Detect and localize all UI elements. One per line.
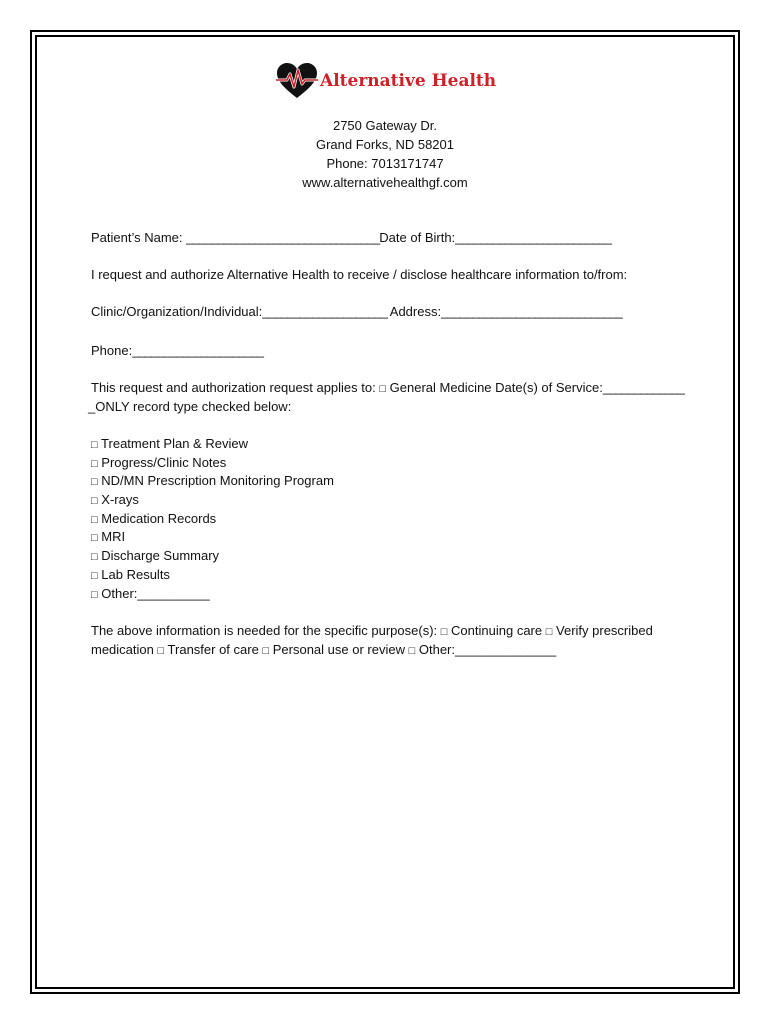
logo bbox=[276, 62, 496, 100]
purpose-row-1 bbox=[91, 621, 653, 642]
purpose-continuing: Continuing care bbox=[451, 623, 543, 638]
record-label: Discharge Summary bbox=[101, 548, 220, 563]
record-checkbox[interactable]: □ bbox=[91, 514, 98, 526]
record-label: Other:__________ bbox=[101, 586, 210, 601]
record-checkbox[interactable]: □ bbox=[91, 589, 98, 601]
address-label: Address: bbox=[389, 304, 442, 319]
record-checkbox[interactable]: □ bbox=[91, 476, 98, 488]
record-type-item bbox=[91, 565, 170, 586]
purpose-checkbox[interactable]: □ bbox=[157, 645, 165, 657]
purpose-checkbox[interactable]: □ bbox=[408, 645, 416, 657]
authorize-statement: I request and authorize Alternative Health to receive / disclose healthcare information to/from: bbox=[91, 267, 628, 282]
address-field[interactable]: _____________________________ bbox=[441, 304, 622, 319]
record-type-item bbox=[91, 584, 210, 605]
purpose-row-2 bbox=[91, 640, 556, 661]
purpose-checkbox[interactable]: □ bbox=[262, 645, 270, 657]
record-label: Lab Results bbox=[101, 567, 170, 582]
clinic-row bbox=[91, 302, 622, 321]
record-checkbox[interactable]: □ bbox=[91, 551, 98, 563]
clinic-field[interactable]: ____________________ bbox=[262, 304, 387, 319]
purpose-verify: Verify prescribed bbox=[556, 623, 653, 638]
dates-label: Date(s) of Service: bbox=[495, 380, 603, 395]
record-checkbox[interactable]: □ bbox=[91, 570, 98, 582]
street-address: 2750 Gateway Dr. bbox=[332, 118, 438, 133]
only-row bbox=[88, 397, 291, 416]
record-checkbox[interactable]: □ bbox=[91, 532, 98, 544]
clinic-phone: Phone: 7013171747 bbox=[326, 156, 444, 171]
patient-name-field[interactable]: _______________________________ bbox=[186, 230, 380, 245]
clinic-website: www.alternativehealthgf.com bbox=[302, 175, 468, 190]
phone-row bbox=[91, 341, 263, 360]
record-type-item bbox=[91, 434, 248, 455]
dates-field[interactable]: _____________ bbox=[602, 380, 684, 395]
record-label: Medication Records bbox=[101, 511, 217, 526]
patient-info-row bbox=[91, 228, 611, 247]
record-type-item bbox=[91, 471, 334, 492]
phone-label: Phone: bbox=[91, 343, 133, 358]
logo-text: Alternative Health bbox=[320, 71, 497, 91]
phone-field[interactable]: _____________________ bbox=[132, 343, 264, 358]
dob-label: Date of Birth: bbox=[379, 230, 456, 245]
record-label: Treatment Plan & Review bbox=[101, 436, 248, 451]
record-label: Progress/Clinic Notes bbox=[101, 455, 227, 470]
purpose-checkbox[interactable]: □ bbox=[545, 626, 553, 638]
record-checkbox[interactable]: □ bbox=[91, 495, 98, 507]
general-medicine-label: General Medicine bbox=[389, 380, 492, 395]
clinic-address-block bbox=[0, 116, 770, 192]
purpose-personal: Personal use or review bbox=[272, 642, 405, 657]
applies-row bbox=[91, 378, 684, 399]
only-underscore: _ bbox=[88, 399, 96, 414]
applies-text: This request and authorization request applies to: bbox=[91, 380, 376, 395]
record-label: MRI bbox=[101, 529, 126, 544]
city-state-zip: Grand Forks, ND 58201 bbox=[315, 137, 454, 152]
dob-field[interactable]: _________________________ bbox=[455, 230, 611, 245]
record-label: X-rays bbox=[101, 492, 139, 507]
record-label: ND/MN Prescription Monitoring Program bbox=[101, 473, 334, 488]
purpose-intro: The above information is needed for the specific purpose(s): bbox=[91, 623, 438, 638]
general-medicine-checkbox[interactable]: □ bbox=[379, 383, 387, 395]
clinic-label: Clinic/Organization/Individual: bbox=[91, 304, 263, 319]
only-text: ONLY record type checked below: bbox=[95, 399, 292, 414]
record-type-item bbox=[91, 490, 139, 511]
patient-name-label: Patient’s Name: bbox=[91, 230, 183, 245]
record-type-item bbox=[91, 527, 125, 548]
heart-pulse-icon bbox=[276, 62, 318, 100]
record-checkbox[interactable]: □ bbox=[91, 458, 98, 470]
purpose-transfer: Transfer of care bbox=[167, 642, 259, 657]
record-type-item bbox=[91, 546, 219, 567]
purpose-checkbox[interactable]: □ bbox=[440, 626, 448, 638]
purpose-medication: medication bbox=[91, 642, 154, 657]
purpose-other: Other:______________ bbox=[418, 642, 557, 657]
record-checkbox[interactable]: □ bbox=[91, 439, 98, 451]
